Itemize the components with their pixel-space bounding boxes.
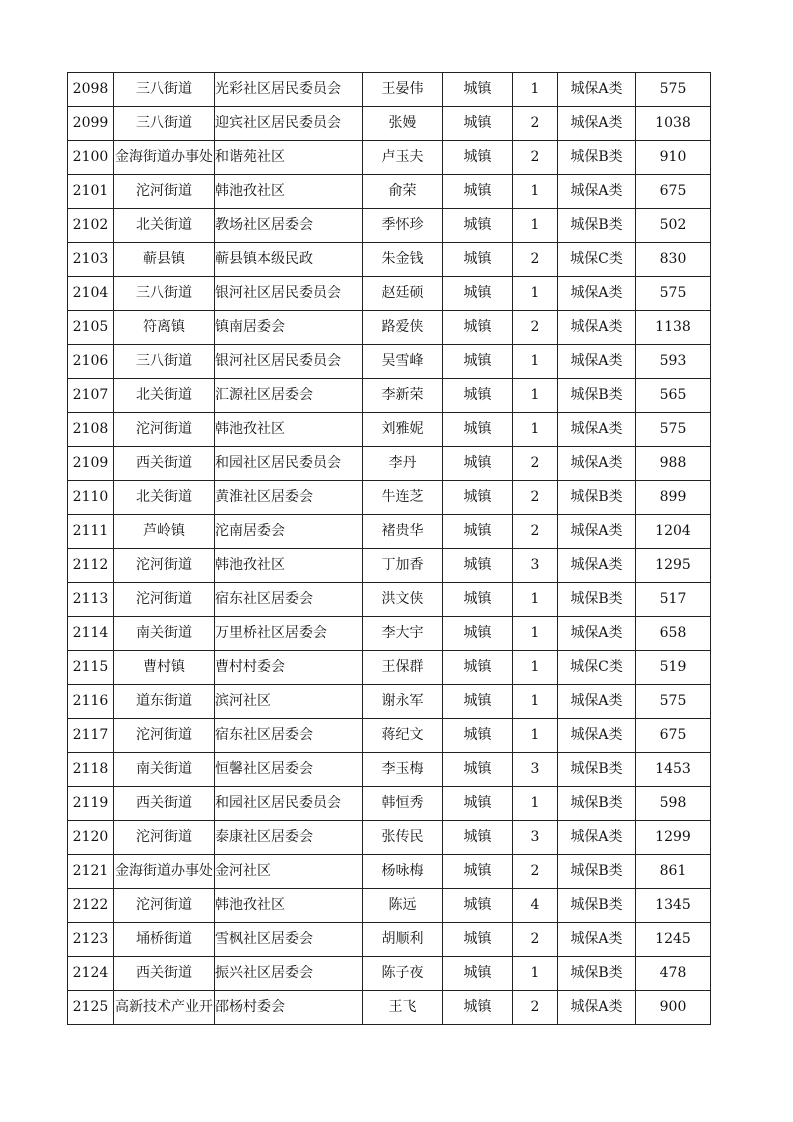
name-cell: 张嫚	[363, 107, 443, 141]
amount-cell: 575	[636, 413, 711, 447]
name-cell: 赵廷硕	[363, 277, 443, 311]
street-cell: 曹村镇	[114, 651, 215, 685]
amount-cell: 575	[636, 277, 711, 311]
household-type-cell: 城镇	[443, 821, 513, 855]
category-cell: 城保A类	[558, 991, 636, 1025]
household-type-cell: 城镇	[443, 141, 513, 175]
row-number-cell: 2114	[68, 617, 114, 651]
row-number-cell: 2122	[68, 889, 114, 923]
street-cell: 三八街道	[114, 107, 215, 141]
community-cell: 沱南居委会	[215, 515, 363, 549]
row-number-cell: 2108	[68, 413, 114, 447]
row-number-cell: 2124	[68, 957, 114, 991]
community-cell: 雪枫社区居委会	[215, 923, 363, 957]
name-cell: 吴雪峰	[363, 345, 443, 379]
member-count-cell: 3	[513, 753, 558, 787]
household-type-cell: 城镇	[443, 515, 513, 549]
community-cell: 光彩社区居民委员会	[215, 73, 363, 107]
table-row	[68, 379, 711, 413]
row-number-cell: 2109	[68, 447, 114, 481]
community-cell: 教场社区居委会	[215, 209, 363, 243]
name-cell: 李大宇	[363, 617, 443, 651]
household-type-cell: 城镇	[443, 685, 513, 719]
amount-cell: 988	[636, 447, 711, 481]
name-cell: 谢永军	[363, 685, 443, 719]
name-cell: 李丹	[363, 447, 443, 481]
name-cell: 路爱侠	[363, 311, 443, 345]
category-cell: 城保A类	[558, 413, 636, 447]
community-cell: 银河社区居民委员会	[215, 345, 363, 379]
amount-cell: 899	[636, 481, 711, 515]
member-count-cell: 2	[513, 311, 558, 345]
row-number-cell: 2119	[68, 787, 114, 821]
table-row	[68, 243, 711, 277]
member-count-cell: 2	[513, 855, 558, 889]
community-cell: 恒馨社区居委会	[215, 753, 363, 787]
member-count-cell: 1	[513, 175, 558, 209]
category-cell: 城保A类	[558, 345, 636, 379]
category-cell: 城保B类	[558, 209, 636, 243]
name-cell: 丁加香	[363, 549, 443, 583]
household-type-cell: 城镇	[443, 617, 513, 651]
street-cell: 高新技术产业开	[114, 991, 215, 1025]
roster-table	[67, 72, 711, 1025]
household-type-cell: 城镇	[443, 719, 513, 753]
name-cell: 陈子夜	[363, 957, 443, 991]
amount-cell: 658	[636, 617, 711, 651]
street-cell: 道东街道	[114, 685, 215, 719]
name-cell: 俞荣	[363, 175, 443, 209]
member-count-cell: 1	[513, 277, 558, 311]
street-cell: 金海街道办事处	[114, 855, 215, 889]
amount-cell: 1038	[636, 107, 711, 141]
name-cell: 褚贵华	[363, 515, 443, 549]
row-number-cell: 2121	[68, 855, 114, 889]
member-count-cell: 2	[513, 923, 558, 957]
name-cell: 王飞	[363, 991, 443, 1025]
category-cell: 城保A类	[558, 107, 636, 141]
member-count-cell: 1	[513, 651, 558, 685]
category-cell: 城保B类	[558, 855, 636, 889]
row-number-cell: 2125	[68, 991, 114, 1025]
street-cell: 沱河街道	[114, 413, 215, 447]
row-number-cell: 2115	[68, 651, 114, 685]
category-cell: 城保A类	[558, 175, 636, 209]
category-cell: 城保A类	[558, 719, 636, 753]
community-cell: 韩池孜社区	[215, 175, 363, 209]
row-number-cell: 2116	[68, 685, 114, 719]
name-cell: 王晏伟	[363, 73, 443, 107]
name-cell: 韩恒秀	[363, 787, 443, 821]
household-type-cell: 城镇	[443, 923, 513, 957]
amount-cell: 900	[636, 991, 711, 1025]
table-row	[68, 889, 711, 923]
category-cell: 城保C类	[558, 243, 636, 277]
category-cell: 城保A类	[558, 617, 636, 651]
amount-cell: 675	[636, 719, 711, 753]
community-cell: 黄淮社区居委会	[215, 481, 363, 515]
amount-cell: 593	[636, 345, 711, 379]
name-cell: 朱金钱	[363, 243, 443, 277]
member-count-cell: 2	[513, 243, 558, 277]
member-count-cell: 2	[513, 991, 558, 1025]
name-cell: 李新荣	[363, 379, 443, 413]
street-cell: 三八街道	[114, 277, 215, 311]
category-cell: 城保A类	[558, 73, 636, 107]
row-number-cell: 2099	[68, 107, 114, 141]
table-row	[68, 991, 711, 1025]
member-count-cell: 1	[513, 787, 558, 821]
name-cell: 洪文侠	[363, 583, 443, 617]
community-cell: 泰康社区居委会	[215, 821, 363, 855]
category-cell: 城保A类	[558, 447, 636, 481]
street-cell: 芦岭镇	[114, 515, 215, 549]
table-row	[68, 617, 711, 651]
member-count-cell: 2	[513, 447, 558, 481]
street-cell: 三八街道	[114, 345, 215, 379]
street-cell: 西关街道	[114, 957, 215, 991]
member-count-cell: 1	[513, 413, 558, 447]
table-row	[68, 141, 711, 175]
household-type-cell: 城镇	[443, 345, 513, 379]
community-cell: 宿东社区居委会	[215, 719, 363, 753]
table-row	[68, 923, 711, 957]
table-row	[68, 753, 711, 787]
row-number-cell: 2117	[68, 719, 114, 753]
community-cell: 韩池孜社区	[215, 889, 363, 923]
amount-cell: 675	[636, 175, 711, 209]
community-cell: 金河社区	[215, 855, 363, 889]
community-cell: 汇源社区居委会	[215, 379, 363, 413]
household-type-cell: 城镇	[443, 175, 513, 209]
row-number-cell: 2106	[68, 345, 114, 379]
amount-cell: 1295	[636, 549, 711, 583]
street-cell: 北关街道	[114, 209, 215, 243]
household-type-cell: 城镇	[443, 107, 513, 141]
category-cell: 城保B类	[558, 787, 636, 821]
community-cell: 蕲县镇本级民政	[215, 243, 363, 277]
row-number-cell: 2103	[68, 243, 114, 277]
street-cell: 南关街道	[114, 617, 215, 651]
household-type-cell: 城镇	[443, 889, 513, 923]
household-type-cell: 城镇	[443, 209, 513, 243]
member-count-cell: 1	[513, 685, 558, 719]
amount-cell: 830	[636, 243, 711, 277]
row-number-cell: 2098	[68, 73, 114, 107]
household-type-cell: 城镇	[443, 787, 513, 821]
street-cell: 沱河街道	[114, 549, 215, 583]
amount-cell: 1138	[636, 311, 711, 345]
category-cell: 城保B类	[558, 481, 636, 515]
name-cell: 杨咏梅	[363, 855, 443, 889]
row-number-cell: 2120	[68, 821, 114, 855]
member-count-cell: 1	[513, 73, 558, 107]
household-type-cell: 城镇	[443, 583, 513, 617]
community-cell: 邵杨村委会	[215, 991, 363, 1025]
household-type-cell: 城镇	[443, 855, 513, 889]
community-cell: 和园社区居民委员会	[215, 447, 363, 481]
household-type-cell: 城镇	[443, 243, 513, 277]
category-cell: 城保A类	[558, 515, 636, 549]
household-type-cell: 城镇	[443, 481, 513, 515]
category-cell: 城保B类	[558, 889, 636, 923]
street-cell: 金海街道办事处	[114, 141, 215, 175]
member-count-cell: 1	[513, 209, 558, 243]
category-cell: 城保A类	[558, 277, 636, 311]
amount-cell: 517	[636, 583, 711, 617]
table-row	[68, 107, 711, 141]
table-row	[68, 73, 711, 107]
amount-cell: 565	[636, 379, 711, 413]
member-count-cell: 1	[513, 345, 558, 379]
street-cell: 西关街道	[114, 787, 215, 821]
member-count-cell: 1	[513, 957, 558, 991]
table-row	[68, 719, 711, 753]
name-cell: 王保群	[363, 651, 443, 685]
street-cell: 埇桥街道	[114, 923, 215, 957]
household-type-cell: 城镇	[443, 549, 513, 583]
community-cell: 镇南居委会	[215, 311, 363, 345]
member-count-cell: 2	[513, 141, 558, 175]
household-type-cell: 城镇	[443, 957, 513, 991]
table-row	[68, 345, 711, 379]
member-count-cell: 4	[513, 889, 558, 923]
table-row	[68, 855, 711, 889]
name-cell: 胡顺利	[363, 923, 443, 957]
community-cell: 曹村村委会	[215, 651, 363, 685]
amount-cell: 598	[636, 787, 711, 821]
street-cell: 三八街道	[114, 73, 215, 107]
member-count-cell: 2	[513, 515, 558, 549]
household-type-cell: 城镇	[443, 753, 513, 787]
amount-cell: 1299	[636, 821, 711, 855]
member-count-cell: 1	[513, 719, 558, 753]
household-type-cell: 城镇	[443, 413, 513, 447]
name-cell: 蒋纪文	[363, 719, 443, 753]
name-cell: 季怀珍	[363, 209, 443, 243]
category-cell: 城保B类	[558, 379, 636, 413]
row-number-cell: 2100	[68, 141, 114, 175]
street-cell: 沱河街道	[114, 889, 215, 923]
row-number-cell: 2110	[68, 481, 114, 515]
amount-cell: 861	[636, 855, 711, 889]
street-cell: 沱河街道	[114, 175, 215, 209]
table-row	[68, 277, 711, 311]
category-cell: 城保B类	[558, 753, 636, 787]
table-row	[68, 549, 711, 583]
community-cell: 迎宾社区居民委员会	[215, 107, 363, 141]
table-row	[68, 651, 711, 685]
name-cell: 卢玉夫	[363, 141, 443, 175]
street-cell: 南关街道	[114, 753, 215, 787]
amount-cell: 502	[636, 209, 711, 243]
community-cell: 万里桥社区居委会	[215, 617, 363, 651]
street-cell: 沱河街道	[114, 821, 215, 855]
amount-cell: 1245	[636, 923, 711, 957]
name-cell: 牛连芝	[363, 481, 443, 515]
community-cell: 滨河社区	[215, 685, 363, 719]
amount-cell: 575	[636, 685, 711, 719]
row-number-cell: 2102	[68, 209, 114, 243]
amount-cell: 519	[636, 651, 711, 685]
member-count-cell: 1	[513, 583, 558, 617]
name-cell: 陈远	[363, 889, 443, 923]
row-number-cell: 2104	[68, 277, 114, 311]
table-row	[68, 821, 711, 855]
amount-cell: 478	[636, 957, 711, 991]
table-row	[68, 311, 711, 345]
row-number-cell: 2123	[68, 923, 114, 957]
street-cell: 沱河街道	[114, 583, 215, 617]
table-row	[68, 175, 711, 209]
row-number-cell: 2111	[68, 515, 114, 549]
member-count-cell: 3	[513, 549, 558, 583]
table-row	[68, 447, 711, 481]
street-cell: 符离镇	[114, 311, 215, 345]
community-cell: 和谐苑社区	[215, 141, 363, 175]
row-number-cell: 2105	[68, 311, 114, 345]
community-cell: 宿东社区居委会	[215, 583, 363, 617]
row-number-cell: 2113	[68, 583, 114, 617]
amount-cell: 1345	[636, 889, 711, 923]
community-cell: 银河社区居民委员会	[215, 277, 363, 311]
amount-cell: 575	[636, 73, 711, 107]
street-cell: 蕲县镇	[114, 243, 215, 277]
category-cell: 城保A类	[558, 549, 636, 583]
name-cell: 刘雅妮	[363, 413, 443, 447]
category-cell: 城保A类	[558, 685, 636, 719]
member-count-cell: 1	[513, 379, 558, 413]
community-cell: 振兴社区居委会	[215, 957, 363, 991]
street-cell: 西关街道	[114, 447, 215, 481]
table-row	[68, 413, 711, 447]
amount-cell: 910	[636, 141, 711, 175]
category-cell: 城保B类	[558, 141, 636, 175]
row-number-cell: 2118	[68, 753, 114, 787]
street-cell: 沱河街道	[114, 719, 215, 753]
member-count-cell: 1	[513, 617, 558, 651]
table-row	[68, 515, 711, 549]
name-cell: 张传民	[363, 821, 443, 855]
table-row	[68, 685, 711, 719]
category-cell: 城保A类	[558, 821, 636, 855]
table-row	[68, 787, 711, 821]
table-row	[68, 481, 711, 515]
table-row	[68, 957, 711, 991]
name-cell: 李玉梅	[363, 753, 443, 787]
category-cell: 城保C类	[558, 651, 636, 685]
roster-body	[68, 73, 711, 1025]
member-count-cell: 2	[513, 481, 558, 515]
street-cell: 北关街道	[114, 379, 215, 413]
household-type-cell: 城镇	[443, 991, 513, 1025]
category-cell: 城保B类	[558, 957, 636, 991]
household-type-cell: 城镇	[443, 311, 513, 345]
member-count-cell: 2	[513, 107, 558, 141]
member-count-cell: 3	[513, 821, 558, 855]
community-cell: 韩池孜社区	[215, 549, 363, 583]
table-row	[68, 583, 711, 617]
category-cell: 城保B类	[558, 583, 636, 617]
household-type-cell: 城镇	[443, 379, 513, 413]
street-cell: 北关街道	[114, 481, 215, 515]
household-type-cell: 城镇	[443, 73, 513, 107]
category-cell: 城保A类	[558, 311, 636, 345]
household-type-cell: 城镇	[443, 447, 513, 481]
table-row	[68, 209, 711, 243]
amount-cell: 1204	[636, 515, 711, 549]
community-cell: 韩池孜社区	[215, 413, 363, 447]
row-number-cell: 2112	[68, 549, 114, 583]
category-cell: 城保A类	[558, 923, 636, 957]
row-number-cell: 2101	[68, 175, 114, 209]
household-type-cell: 城镇	[443, 651, 513, 685]
row-number-cell: 2107	[68, 379, 114, 413]
amount-cell: 1453	[636, 753, 711, 787]
household-type-cell: 城镇	[443, 277, 513, 311]
community-cell: 和园社区居民委员会	[215, 787, 363, 821]
